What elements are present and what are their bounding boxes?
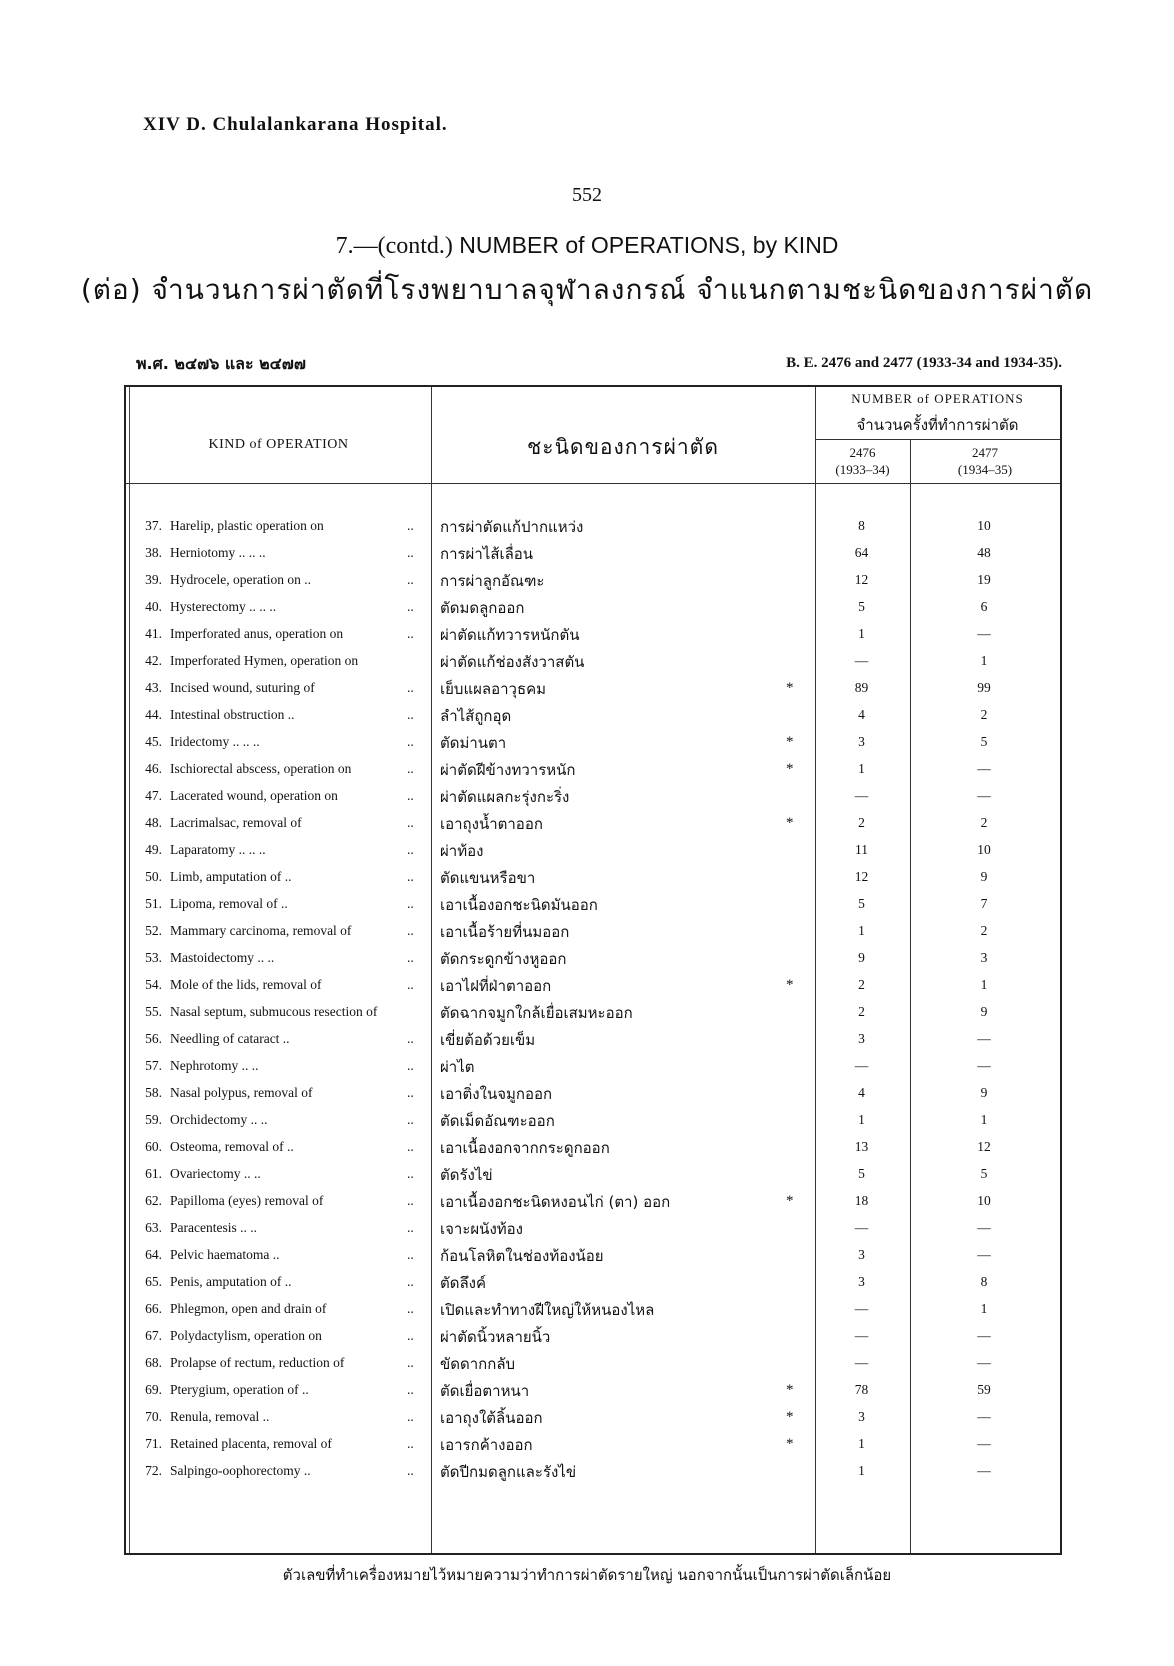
operation-kind: Phlegmon, open and drain of [170, 1301, 327, 1316]
operation-kind-th: ตัดม่านตา [440, 734, 507, 752]
leader-dots: .. [407, 1328, 414, 1343]
count-2477: 99 [977, 680, 991, 695]
count-2477: 2 [980, 815, 988, 830]
leader-dots: .. [407, 1301, 414, 1316]
count-2476: — [854, 1355, 869, 1370]
operation-kind-th: ตัดแขนหรือขา [440, 869, 536, 887]
year-label-th: พ.ศ. ๒๔๗๖ และ ๒๔๗๗ [136, 354, 306, 373]
count-2477: 1 [980, 653, 988, 668]
operation-kind: Intestinal obstruction .. [170, 707, 295, 722]
count-2476: — [854, 1220, 869, 1235]
operation-kind-th: ผ่าท้อง [440, 842, 484, 860]
row-number: 52. [145, 923, 162, 938]
leader-dots: .. [407, 1193, 414, 1208]
count-2477: — [977, 1355, 991, 1370]
row-number: 40. [145, 599, 162, 614]
table-row [124, 1189, 1058, 1216]
operation-kind: Imperforated anus, operation on [170, 626, 344, 641]
operation-kind-th: ตัดเยื่อตาหนา [440, 1382, 530, 1400]
major-operation-mark: * [786, 680, 794, 696]
table-row [124, 1108, 1058, 1135]
header-year1-sub: (1933–34) [835, 462, 890, 477]
count-2476: 3 [858, 734, 865, 749]
row-number: 63. [145, 1220, 162, 1235]
major-operation-mark: * [786, 1193, 794, 1209]
count-2476: — [854, 788, 869, 803]
table-row [124, 1216, 1058, 1243]
table-row [124, 1405, 1058, 1432]
leader-dots: .. [407, 1463, 414, 1478]
table-row [124, 1351, 1058, 1378]
operation-kind: Lacrimalsac, removal of [170, 815, 302, 830]
count-2476: 1 [858, 923, 865, 938]
row-number: 45. [145, 734, 162, 749]
operation-kind: Harelip, plastic operation on [170, 518, 324, 533]
operation-kind: Prolapse of rectum, reduction of [170, 1355, 345, 1370]
leader-dots: .. [407, 1247, 414, 1262]
table-row [124, 865, 1058, 892]
row-number: 50. [145, 869, 162, 884]
row-number: 49. [145, 842, 162, 857]
leader-dots: .. [407, 761, 414, 776]
operation-kind: Nephrotomy .. .. [170, 1058, 259, 1073]
header-year2-sub: (1934–35) [957, 462, 1013, 477]
leader-dots: .. [407, 1355, 414, 1370]
leader-dots: .. [407, 1436, 414, 1451]
count-2476: — [854, 1328, 869, 1343]
count-2477: 2 [980, 923, 988, 938]
count-2477: 5 [980, 1166, 988, 1181]
operation-kind: Papilloma (eyes) removal of [170, 1193, 324, 1208]
row-number: 54. [145, 977, 162, 992]
operation-kind-th: ผ่าตัดนิ้วหลายนิ้ว [440, 1328, 551, 1346]
table-title-en [0, 232, 1174, 260]
operation-kind: Penis, amputation of .. [170, 1274, 292, 1289]
row-number: 61. [145, 1166, 162, 1181]
count-2477: — [977, 626, 991, 641]
operation-kind: Mammary carcinoma, removal of [170, 923, 352, 938]
operation-kind: Pterygium, operation of .. [170, 1382, 309, 1397]
operation-kind: Polydactylism, operation on [170, 1328, 322, 1343]
count-2476: 3 [858, 1274, 865, 1289]
table-row [124, 757, 1058, 784]
leader-dots: .. [407, 1085, 414, 1100]
major-operation-mark: * [786, 815, 794, 831]
count-2476: 1 [858, 1112, 865, 1127]
count-2476: 9 [858, 950, 865, 965]
operation-kind: Hydrocele, operation on .. [170, 572, 311, 587]
count-2477: 12 [977, 1139, 991, 1154]
operation-kind: Needling of cataract .. [170, 1031, 290, 1046]
operation-kind: Pelvic haematoma .. [170, 1247, 280, 1262]
row-number: 65. [145, 1274, 162, 1289]
count-2476: — [854, 653, 869, 668]
count-2477: 7 [980, 896, 988, 911]
header-year-2476 [815, 444, 910, 478]
operation-kind: Osteoma, removal of .. [170, 1139, 294, 1154]
operation-kind: Imperforated Hymen, operation on [170, 653, 359, 668]
count-2477: — [977, 1058, 991, 1073]
leader-dots: .. [407, 977, 414, 992]
count-2477: 9 [980, 1085, 988, 1100]
count-2477: 10 [977, 518, 991, 533]
row-number: 72. [145, 1463, 162, 1478]
operation-kind-th: เจาะผนังท้อง [440, 1220, 523, 1238]
operation-kind-th: ตัดกระดูกข้างหูออก [440, 950, 567, 968]
operation-kind-th: ตัดเม็ดอัณฑะออก [440, 1112, 555, 1130]
row-number: 39. [145, 572, 162, 587]
table-row [124, 1324, 1058, 1351]
count-2476: 5 [858, 599, 865, 614]
leader-dots: .. [407, 680, 414, 695]
header-year-2477 [910, 444, 1060, 478]
row-number: 41. [145, 626, 162, 641]
count-2477: 8 [980, 1274, 988, 1289]
operation-kind-th: เอารกค้างออก [440, 1436, 533, 1454]
leader-dots: .. [407, 842, 414, 857]
count-2476: 1 [858, 1463, 865, 1478]
row-number: 44. [145, 707, 162, 722]
table-row [124, 1297, 1058, 1324]
count-2476: 4 [858, 707, 865, 722]
count-2477: 1 [980, 977, 988, 992]
operation-kind-th: ก้อนโลหิตในช่องท้องน้อย [440, 1247, 604, 1265]
table-row [124, 1378, 1058, 1405]
operation-kind-th: เขี่ยต้อด้วยเข็ม [440, 1031, 536, 1049]
table-row [124, 1081, 1058, 1108]
operation-kind-th: ผ่าตัดแผลกะรุ่งกะริ่ง [440, 788, 570, 806]
header-kind-th: ชะนิดของการผ่าตัด [527, 435, 719, 459]
major-operation-mark: * [786, 1436, 794, 1452]
count-2476: 13 [854, 1139, 869, 1154]
leader-dots: .. [407, 1409, 414, 1424]
footnote: ตัวเลขที่ทำเครื่องหมายไว้หมายความว่าทำการผ่าตัดรายใหญ่ นอกจากนั้นเป็นการผ่าตัดเล็กน้อย [282, 1566, 892, 1584]
leader-dots: .. [407, 1112, 414, 1127]
row-number: 46. [145, 761, 162, 776]
table-row [124, 1270, 1058, 1297]
operation-kind: Incised wound, suturing of [170, 680, 315, 695]
row-number: 62. [145, 1193, 162, 1208]
operation-kind-th: เอาติ่งในจมูกออก [440, 1085, 553, 1103]
count-2476: 18 [854, 1193, 869, 1208]
leader-dots: .. [407, 1382, 414, 1397]
row-number: 66. [145, 1301, 162, 1316]
count-2476: 3 [858, 1031, 865, 1046]
table-row [124, 784, 1058, 811]
count-2477: 6 [980, 599, 988, 614]
count-2476: 1 [858, 626, 865, 641]
operation-kind-th: เอาถุงใต้ลิ้นออก [440, 1409, 543, 1427]
count-2477: 1 [980, 1112, 988, 1127]
row-number: 37. [145, 518, 162, 533]
operation-kind-th: เอาเนื้องอกจากกระดูกออก [440, 1139, 610, 1157]
operation-kind-th: ผ่าตัดแก้ทวารหนักตัน [440, 626, 580, 644]
count-2477: 59 [977, 1382, 991, 1397]
leader-dots: .. [407, 545, 414, 560]
table-row [124, 838, 1058, 865]
leader-dots: .. [407, 734, 414, 749]
count-2476: 8 [858, 518, 865, 533]
count-2476: 64 [854, 545, 869, 560]
count-2477: 10 [977, 1193, 991, 1208]
row-number: 58. [145, 1085, 162, 1100]
operation-kind-th: เอาเนื้อร้ายที่นมออก [440, 923, 570, 941]
major-operation-mark: * [786, 1409, 794, 1425]
operation-kind: Laparatomy .. .. .. [170, 842, 266, 857]
operation-kind-th: การผ่าลูกอัณฑะ [440, 572, 545, 590]
table-row [124, 595, 1058, 622]
header-bottom-rule [126, 483, 1060, 484]
operation-kind-th: ตัดปีกมดลูกและรังไข่ [440, 1463, 577, 1481]
table-row [124, 946, 1058, 973]
operation-kind-th: ตัดฉากจมูกใกล้เยื่อเสมหะออก [440, 1004, 633, 1022]
operation-kind-th: ผ่าตัดแก้ช่องสังวาสตัน [440, 653, 585, 671]
title-prefix: 7.—(contd.) [335, 233, 453, 259]
major-operation-mark: * [786, 1382, 794, 1398]
major-operation-mark: * [786, 734, 794, 750]
operation-kind-th: เปิดและทำทางฝีใหญ่ให้หนองไหล [440, 1301, 655, 1319]
operation-kind: Paracentesis .. .. [170, 1220, 257, 1235]
table-row [124, 973, 1058, 1000]
header-number-th: จำนวนครั้งที่ทำการผ่าตัด [856, 416, 1019, 434]
leader-dots: .. [407, 1274, 414, 1289]
count-2477: 2 [980, 707, 988, 722]
operation-kind: Nasal polypus, removal of [170, 1085, 313, 1100]
operation-kind-th: ตัดมดลูกออก [440, 599, 525, 617]
major-operation-mark: * [786, 977, 794, 993]
count-2477: — [977, 1436, 991, 1451]
count-2477: — [977, 1031, 991, 1046]
count-2476: 3 [858, 1409, 865, 1424]
row-number: 53. [145, 950, 162, 965]
operation-kind: Mole of the lids, removal of [170, 977, 322, 992]
count-2477: 9 [980, 1004, 988, 1019]
row-number: 68. [145, 1355, 162, 1370]
row-number: 55. [145, 1004, 162, 1019]
count-2476: 78 [854, 1382, 869, 1397]
table-row [124, 919, 1058, 946]
count-2476: 2 [858, 1004, 865, 1019]
row-number: 69. [145, 1382, 162, 1397]
operation-kind: Iridectomy .. .. .. [170, 734, 260, 749]
leader-dots: .. [407, 1166, 414, 1181]
header-divider [815, 439, 1060, 440]
leader-dots: .. [407, 1139, 414, 1154]
row-number: 64. [145, 1247, 162, 1262]
row-number: 56. [145, 1031, 162, 1046]
operation-kind-th: ลำไส้ถูกอุด [440, 707, 512, 725]
count-2476: 1 [858, 761, 865, 776]
table-row [124, 541, 1058, 568]
page-number: 552 [572, 184, 602, 206]
header-year1: 2476 [849, 445, 876, 460]
table-row [124, 1027, 1058, 1054]
table-row [124, 514, 1058, 541]
leader-dots: .. [407, 1058, 414, 1073]
row-number: 42. [145, 653, 162, 668]
operation-kind-th: ผ่าไต [440, 1058, 475, 1076]
table-row [124, 811, 1058, 838]
operation-kind-th: ผ่าตัดฝีข้างทวารหนัก [440, 761, 576, 779]
operation-kind: Retained placenta, removal of [170, 1436, 332, 1451]
leader-dots: .. [407, 788, 414, 803]
operation-kind: Renula, removal .. [170, 1409, 270, 1424]
title-main: NUMBER of OPERATIONS, by KIND [459, 232, 839, 258]
table-title-th: (ต่อ) จำนวนการผ่าตัดที่โรงพยาบาลจุฬาลงกรณ์ จำแนกตามชะนิดของการผ่าตัด [80, 273, 1094, 306]
operation-kind: Hysterectomy .. .. .. [170, 599, 277, 614]
header-kind: KIND of OPERATION [208, 437, 349, 452]
row-number: 47. [145, 788, 162, 803]
count-2477: — [977, 1328, 991, 1343]
table-row [124, 1135, 1058, 1162]
count-2476: 4 [858, 1085, 865, 1100]
leader-dots: .. [407, 923, 414, 938]
row-number: 67. [145, 1328, 162, 1343]
count-2476: 12 [854, 869, 869, 884]
operation-kind-th: การผ่าไส้เลื่อน [440, 545, 534, 563]
operation-kind-th: เอาเนื้องอกชะนิดมันออก [440, 896, 598, 914]
count-2476: 12 [854, 572, 869, 587]
count-2477: — [977, 1463, 991, 1478]
operation-kind-th: ตัดรังไข่ [440, 1166, 493, 1184]
operation-kind-th: เย็บแผลอาวุธคม [440, 680, 547, 698]
count-2477: — [977, 1247, 991, 1262]
operation-kind: Nasal septum, submucous resection of [170, 1004, 378, 1019]
table-row [124, 1243, 1058, 1270]
count-2477: 9 [980, 869, 988, 884]
operation-kind: Lipoma, removal of .. [170, 896, 288, 911]
row-number: 71. [145, 1436, 162, 1451]
count-2476: 5 [858, 1166, 865, 1181]
table-row [124, 676, 1058, 703]
leader-dots: .. [407, 572, 414, 587]
count-2477: — [977, 1409, 991, 1424]
operation-kind: Herniotomy .. .. .. [170, 545, 266, 560]
table-row [124, 892, 1058, 919]
leader-dots: .. [407, 815, 414, 830]
count-2476: 5 [858, 896, 865, 911]
table-row [124, 1432, 1058, 1459]
leader-dots: .. [407, 950, 414, 965]
count-2476: 2 [858, 815, 865, 830]
table-row [124, 649, 1058, 676]
operation-kind-th: เอาถุงน้ำตาออก [440, 815, 543, 833]
operation-kind-th: เอาไฝที่ฝ่าตาออก [440, 977, 552, 995]
table-row [124, 1459, 1058, 1486]
count-2476: 3 [858, 1247, 865, 1262]
operation-kind: Orchidectomy .. .. [170, 1112, 268, 1127]
count-2477: 19 [977, 572, 991, 587]
operation-kind: Salpingo-oophorectomy .. [170, 1463, 311, 1478]
operation-kind-th: เอาเนื้องอกชะนิดหงอนไก่ (ตา) ออก [440, 1193, 671, 1211]
count-2476: 11 [855, 842, 868, 857]
count-2477: 3 [980, 950, 988, 965]
leader-dots: .. [407, 707, 414, 722]
leader-dots: .. [407, 896, 414, 911]
count-2477: 5 [980, 734, 988, 749]
year-label-en: B. E. 2476 and 2477 (1933-34 and 1934-35). [786, 355, 1062, 371]
table-row [124, 1054, 1058, 1081]
count-2476: 89 [854, 680, 869, 695]
row-number: 43. [145, 680, 162, 695]
row-number: 57. [145, 1058, 162, 1073]
leader-dots: .. [407, 518, 414, 533]
operation-kind: Ischiorectal abscess, operation on [170, 761, 352, 776]
count-2476: 2 [858, 977, 865, 992]
row-number: 38. [145, 545, 162, 560]
count-2477: 10 [977, 842, 991, 857]
operation-kind: Lacerated wound, operation on [170, 788, 338, 803]
count-2476: — [854, 1058, 869, 1073]
row-number: 60. [145, 1139, 162, 1154]
leader-dots: .. [407, 626, 414, 641]
count-2477: — [977, 761, 991, 776]
count-2477: 1 [980, 1301, 988, 1316]
table-row [124, 1162, 1058, 1189]
count-2477: 48 [977, 545, 991, 560]
operation-kind-th: ตัดลึงค์ [440, 1274, 487, 1292]
row-number: 59. [145, 1112, 162, 1127]
leader-dots: .. [407, 1220, 414, 1235]
major-operation-mark: * [786, 761, 794, 777]
row-number: 48. [145, 815, 162, 830]
leader-dots: .. [407, 869, 414, 884]
operation-kind: Mastoidectomy .. .. [170, 950, 275, 965]
operation-kind: Ovariectomy .. .. [170, 1166, 261, 1181]
operation-kind-th: ขัดดากกลับ [440, 1355, 516, 1373]
operation-kind-th: การผ่าตัดแก้ปากแหว่ง [440, 518, 584, 536]
row-number: 51. [145, 896, 162, 911]
table-row [124, 1000, 1058, 1027]
count-2477: — [977, 1220, 991, 1235]
row-number: 70. [145, 1409, 162, 1424]
leader-dots: .. [407, 1031, 414, 1046]
count-2476: 1 [858, 1436, 865, 1451]
count-2477: — [977, 788, 991, 803]
header-number-en: NUMBER of OPERATIONS [851, 391, 1024, 406]
table-row [124, 730, 1058, 757]
section-title: XIV D. Chulalankarana Hospital. [143, 114, 448, 135]
table-row [124, 703, 1058, 730]
header-year2: 2477 [972, 445, 998, 460]
count-2476: — [854, 1301, 869, 1316]
operation-kind: Limb, amputation of .. [170, 869, 292, 884]
leader-dots: .. [407, 599, 414, 614]
table-row [124, 568, 1058, 595]
table-row [124, 622, 1058, 649]
